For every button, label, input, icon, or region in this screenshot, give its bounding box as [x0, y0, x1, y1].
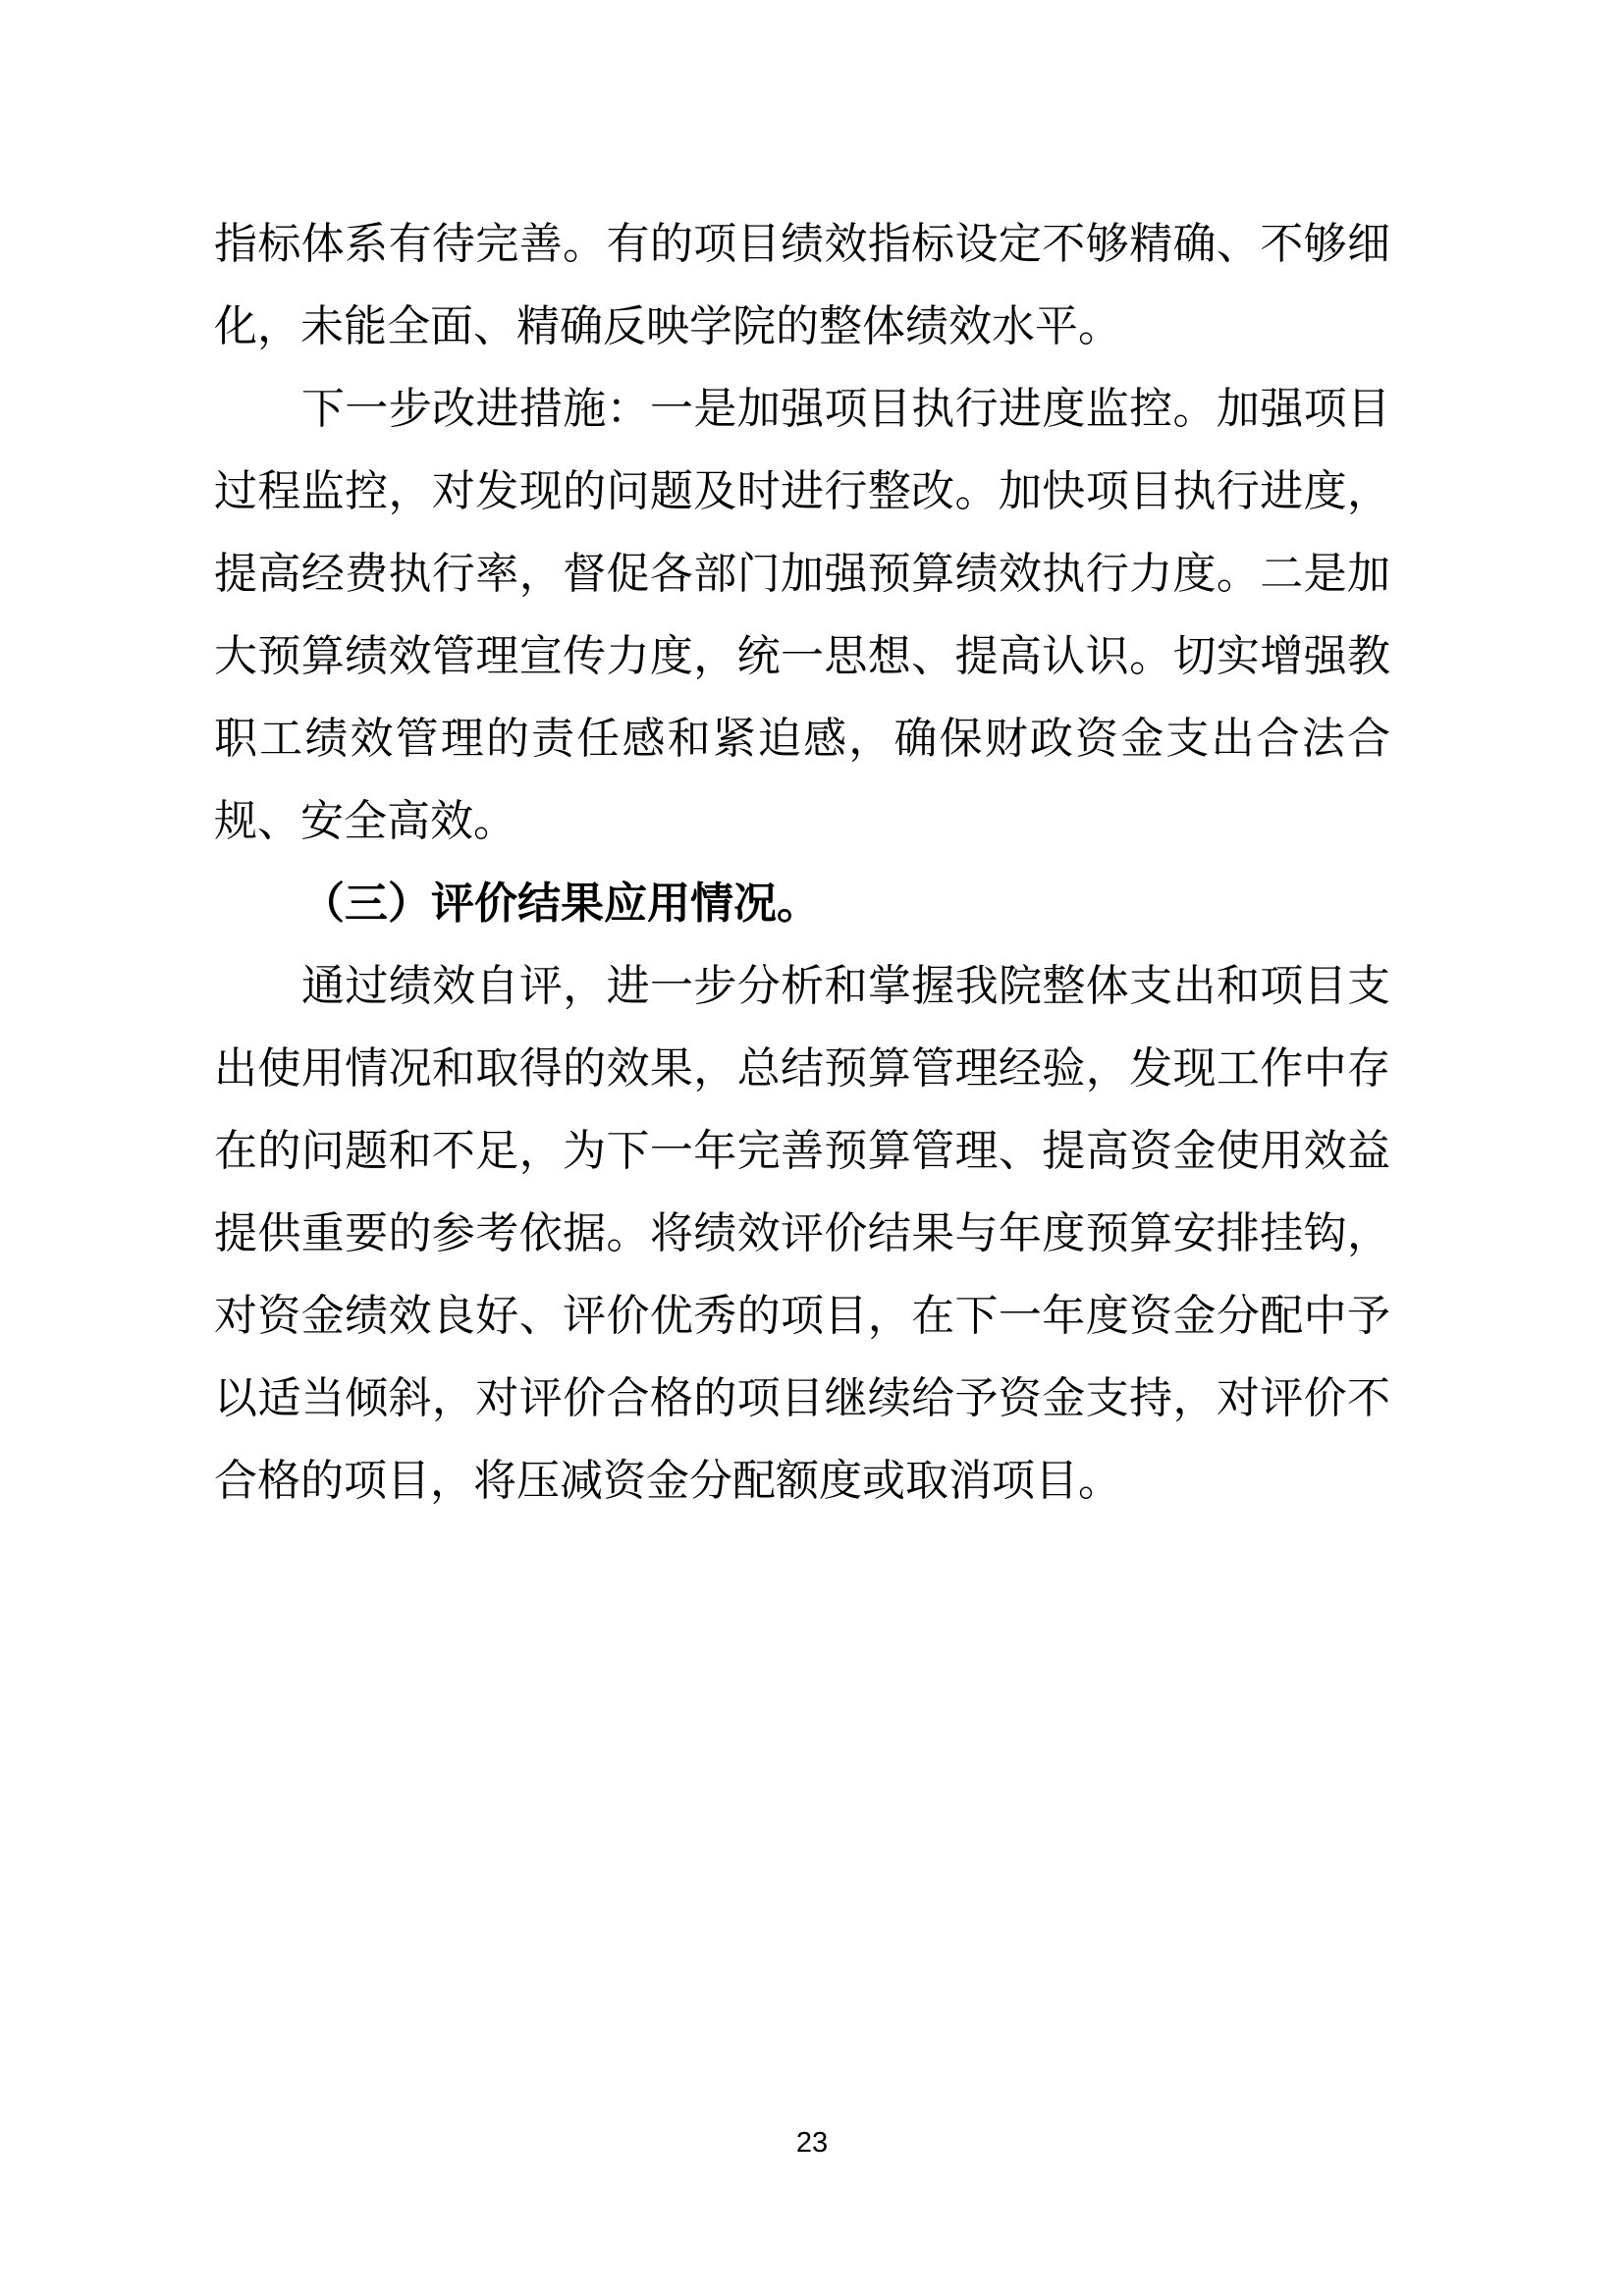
- text-line: 通过绩效自评，进一步分析和掌握我院整体支出和项目支: [301, 962, 1390, 1010]
- page-number: 23: [795, 2127, 829, 2159]
- text-line: 提高经费执行率，督促各部门加强预算绩效执行力度。二是加: [214, 550, 1390, 598]
- section-heading: （三）评价结果应用情况。: [301, 880, 820, 928]
- text-line: 规、安全高效。: [214, 797, 516, 845]
- text-line: 过程监控，对发现的问题及时进行整改。加快项目执行进度，: [214, 467, 1390, 515]
- text-line: 以适当倾斜，对评价合格的项目继续给予资金支持，对评价不: [214, 1374, 1390, 1422]
- text-line: 对资金绩效良好、评价优秀的项目，在下一年度资金分配中予: [214, 1292, 1390, 1340]
- text-line: 出使用情况和取得的效果，总结预算管理经验，发现工作中存: [214, 1044, 1390, 1093]
- text-line: 在的问题和不足，为下一年完善预算管理、提高资金使用效益: [214, 1127, 1390, 1175]
- text-line: 职工绩效管理的责任感和紧迫感，确保财政资金支出合法合: [214, 715, 1390, 763]
- text-line: 下一步改进措施：一是加强项目执行进度监控。加强项目: [301, 385, 1390, 433]
- text-line: 提供重要的参考依据。将绩效评价结果与年度预算安排挂钩，: [214, 1209, 1390, 1257]
- text-line: 大预算绩效管理宣传力度，统一思想、提高认识。切实增强教: [214, 632, 1390, 680]
- text-line: 合格的项目，将压减资金分配额度或取消项目。: [214, 1457, 1121, 1505]
- text-line: 化，未能全面、精确反映学院的整体绩效水平。: [214, 302, 1121, 350]
- text-line: 指标体系有待完善。有的项目绩效指标设定不够精确、不够细: [214, 220, 1390, 268]
- text-block: [214, 203, 1390, 1522]
